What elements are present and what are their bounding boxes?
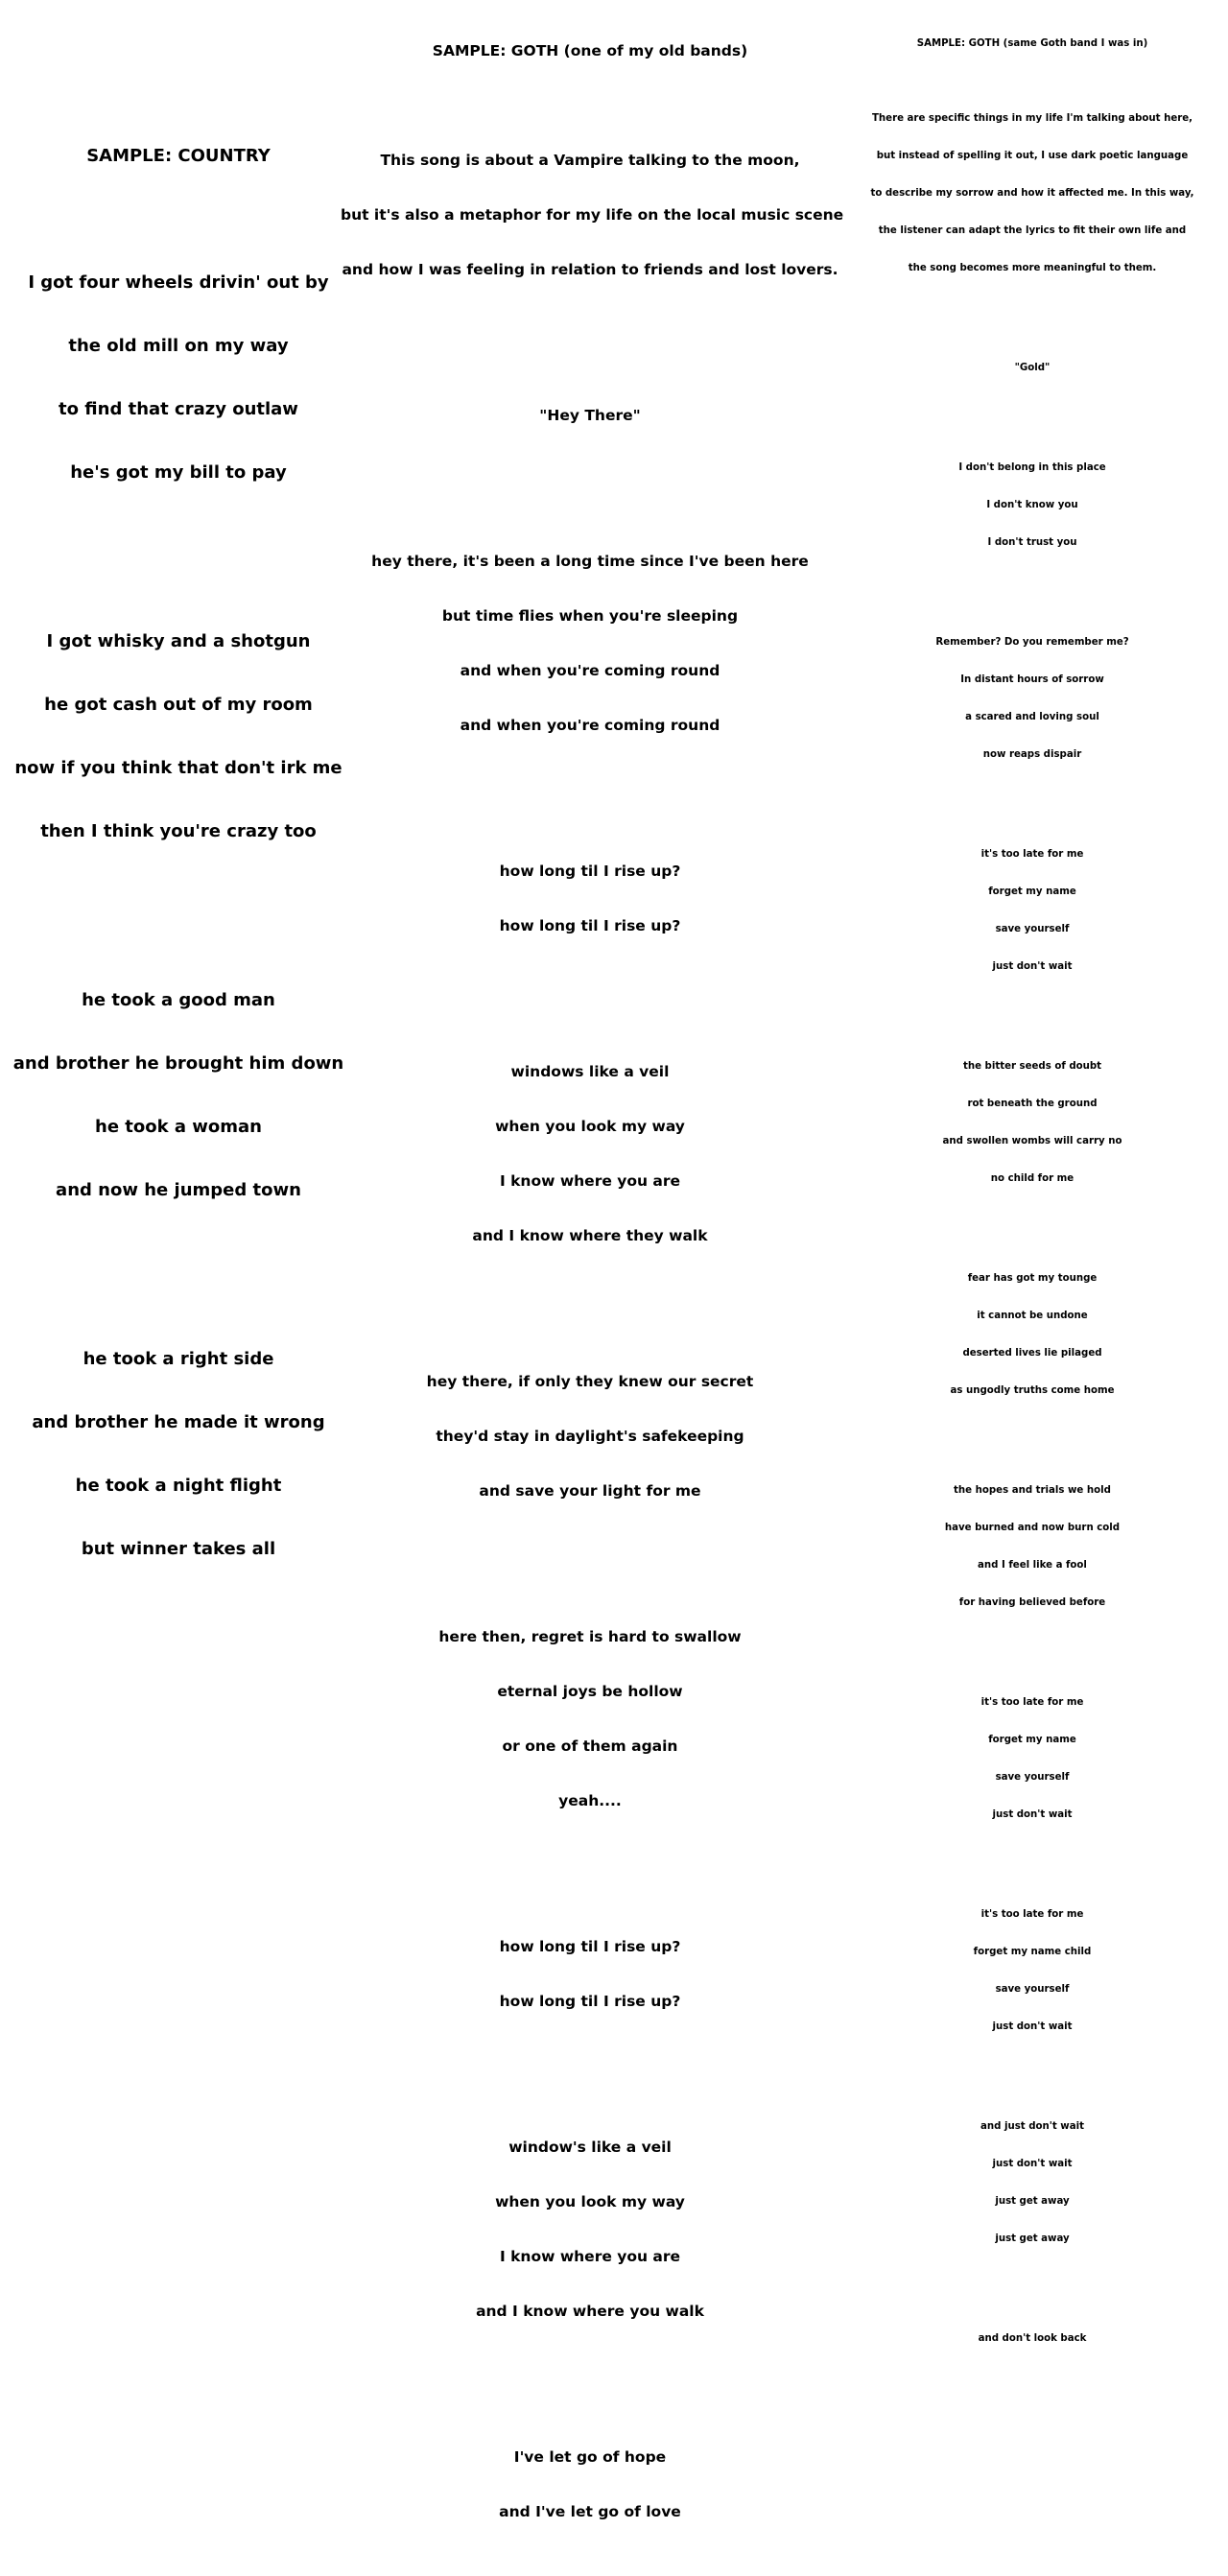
lyric-line: save yourself — [995, 924, 1070, 934]
hey-there-stanza-8 — [341, 2412, 839, 2558]
country-stanza-2 — [0, 589, 357, 885]
lyric-line: just get away — [995, 2233, 1070, 2244]
song-title-text: "Gold" — [1014, 363, 1051, 373]
lyric-line: hey there, if only they knew our secret — [426, 1373, 754, 1390]
country-stanza-1 — [0, 230, 357, 526]
lyric-line: I know where you are — [499, 2248, 681, 2265]
lyric-line: the old mill on my way — [68, 336, 289, 356]
lyric-line: just don't wait — [992, 2159, 1073, 2169]
gold-stanza-9 — [859, 2095, 1206, 2270]
lyric-line: how long til I rise up? — [499, 1938, 681, 1955]
lyric-line: as ungodly truths come home — [950, 1385, 1115, 1396]
lyric-line: no child for me — [990, 1173, 1074, 1184]
goth-sample-title: SAMPLE: GOTH (same Goth band I was in) — [916, 38, 1148, 49]
goth-intro — [341, 115, 844, 316]
lyric-line: fear has got my tounge — [967, 1273, 1098, 1284]
lyric-line: and now he jumped town — [56, 1180, 301, 1200]
lyric-line: but time flies when you're sleeping — [441, 607, 739, 625]
lyric-line: it's too late for me — [980, 849, 1084, 860]
lyric-line: save yourself — [995, 1984, 1070, 1995]
goth-hey-there-column — [341, 6, 844, 2576]
lyric-line: then I think you're crazy too — [40, 821, 317, 841]
lyric-line: it cannot be undone — [977, 1311, 1088, 1321]
lyric-line: I got whisky and a shotgun — [46, 631, 311, 651]
gold-stanza-2 — [859, 611, 1206, 786]
lyric-line: In distant hours of sorrow — [960, 674, 1104, 685]
lyric-line: and when you're coming round — [460, 717, 720, 734]
lyric-line: just get away — [995, 2196, 1070, 2207]
lyric-line: just don't wait — [992, 2021, 1073, 2032]
lyric-line: and swollen wombs will carry no — [942, 1136, 1122, 1146]
lyric-line: forget my name child — [973, 1947, 1092, 1957]
lyric-line: save yourself — [995, 1772, 1070, 1783]
intro-line: There are specific things in my life I'm talking about here, — [871, 113, 1193, 124]
lyric-line: how long til I rise up? — [499, 1993, 681, 2010]
intro-line: This song is about a Vampire talking to the moon, — [380, 152, 800, 169]
lyric-line: and when you're coming round — [460, 662, 720, 679]
lyric-line: but winner takes all — [81, 1539, 276, 1559]
lyric-line: when you look my way — [495, 2193, 685, 2210]
lyric-line: he took a right side — [83, 1349, 274, 1369]
country-stanza-3 — [0, 948, 357, 1243]
song-title-text: "Hey There" — [539, 407, 641, 424]
lyric-line: hey there, it's been a long time since I've been here — [371, 553, 809, 570]
lyric-line: now reaps dispair — [982, 749, 1082, 760]
lyric-line: I don't know you — [986, 500, 1078, 510]
country-lyrics-column — [0, 104, 357, 1623]
lyric-line: he's got my bill to pay — [70, 462, 287, 483]
lyric-line: I don't belong in this place — [958, 462, 1106, 473]
lyric-line: have burned and now burn cold — [944, 1523, 1121, 1533]
lyric-line: and I've let go of love — [499, 2503, 681, 2520]
hey-there-stanza-1 — [341, 516, 839, 771]
gold-stanza-1 — [859, 437, 1206, 574]
lyric-line: I've let go of hope — [513, 2448, 667, 2466]
lyric-line: and save your light for me — [479, 1482, 701, 1500]
country-stanza-4 — [0, 1307, 357, 1602]
gold-stanza-8 — [859, 1883, 1206, 2058]
lyric-line: I don't trust you — [987, 537, 1077, 548]
lyric-line: windows like a veil — [510, 1063, 670, 1080]
lyric-line: deserted lives lie pilaged — [962, 1348, 1102, 1359]
lyric-line: when you look my way — [495, 1118, 685, 1135]
lyric-line: he took a good man — [82, 990, 275, 1010]
lyric-line: forget my name — [988, 886, 1076, 897]
lyric-line: or one of them again — [502, 1737, 678, 1755]
lyric-line: I got four wheels drivin' out by — [28, 272, 329, 293]
gold-stanza-4 — [859, 1035, 1206, 1210]
lyric-line: now if you think that don't irk me — [14, 758, 342, 778]
lyric-line: and don't look back — [978, 2333, 1087, 2344]
hey-there-stanza-6 — [341, 1902, 839, 2047]
goth-intro — [859, 87, 1206, 299]
lyric-line: it's too late for me — [980, 1909, 1084, 1920]
song-title — [859, 337, 1206, 399]
lyric-line: window's like a veil — [508, 2139, 672, 2156]
lyric-line: forget my name — [988, 1735, 1076, 1745]
lyric-line: and I feel like a fool — [978, 1560, 1087, 1571]
goth-sample-title: SAMPLE: GOTH (one of my old bands) — [432, 42, 748, 59]
lyric-line: Remember? Do you remember me? — [935, 637, 1129, 648]
lyric-line: eternal joys be hollow — [497, 1683, 683, 1700]
gold-stanza-10 — [859, 2307, 1206, 2370]
intro-line: the song becomes more meaningful to them. — [908, 263, 1157, 273]
country-sample-title: SAMPLE: COUNTRY — [86, 146, 271, 166]
lyric-line: the bitter seeds of doubt — [962, 1061, 1102, 1072]
lyric-line: and I know where you walk — [476, 2303, 704, 2320]
goth-gold-column — [859, 12, 1206, 2382]
lyric-line: yeah.... — [558, 1792, 622, 1809]
lyric-line: just don't wait — [992, 1809, 1073, 1820]
lyric-line: I know where you are — [499, 1172, 681, 1190]
lyric-line: to find that crazy outlaw — [59, 399, 298, 419]
gold-stanza-6 — [859, 1459, 1206, 1634]
lyric-line: how long til I rise up? — [499, 863, 681, 880]
lyric-line: they'd stay in daylight's safekeeping — [436, 1428, 744, 1445]
hey-there-stanza-3 — [341, 1027, 839, 1282]
lyric-line: a scared and loving soul — [965, 712, 1099, 722]
lyric-line: and brother he brought him down — [12, 1053, 344, 1074]
lyric-line: it's too late for me — [980, 1697, 1084, 1708]
gold-stanza-7 — [859, 1671, 1206, 1846]
lyric-line: for having believed before — [958, 1597, 1106, 1608]
hey-there-stanza-7 — [341, 2102, 839, 2357]
lyric-line: and just don't wait — [980, 2121, 1084, 2132]
lyric-line: and brother he made it wrong — [32, 1412, 325, 1432]
lyric-line: he took a night flight — [75, 1476, 282, 1496]
gold-stanza-3 — [859, 823, 1206, 998]
hey-there-stanza-4 — [341, 1336, 839, 1537]
hey-there-stanza-5 — [341, 1592, 839, 1847]
intro-line: but instead of spelling it out, I use dark poetic language — [876, 151, 1189, 161]
lyric-line: he took a woman — [95, 1117, 262, 1137]
hey-there-stanza-2 — [341, 826, 839, 972]
lyric-line: how long til I rise up? — [499, 917, 681, 934]
lyric-line: the hopes and trials we hold — [954, 1485, 1111, 1496]
intro-line: but it's also a metaphor for my life on the local music scene — [341, 206, 844, 224]
gold-stanza-5 — [859, 1247, 1206, 1422]
lyric-line: just don't wait — [992, 961, 1073, 972]
lyric-line: here then, regret is hard to swallow — [438, 1628, 742, 1645]
song-title — [341, 370, 839, 461]
intro-line: to describe my sorrow and how it affected me. In this way, — [870, 188, 1194, 199]
intro-line: and how I was feeling in relation to friends and lost lovers. — [342, 261, 838, 278]
lyric-line: he got cash out of my room — [44, 695, 313, 715]
lyric-line: and I know where they walk — [472, 1227, 708, 1244]
lyric-line: rot beneath the ground — [967, 1099, 1098, 1109]
intro-line: the listener can adapt the lyrics to fit their own life and — [878, 225, 1187, 236]
